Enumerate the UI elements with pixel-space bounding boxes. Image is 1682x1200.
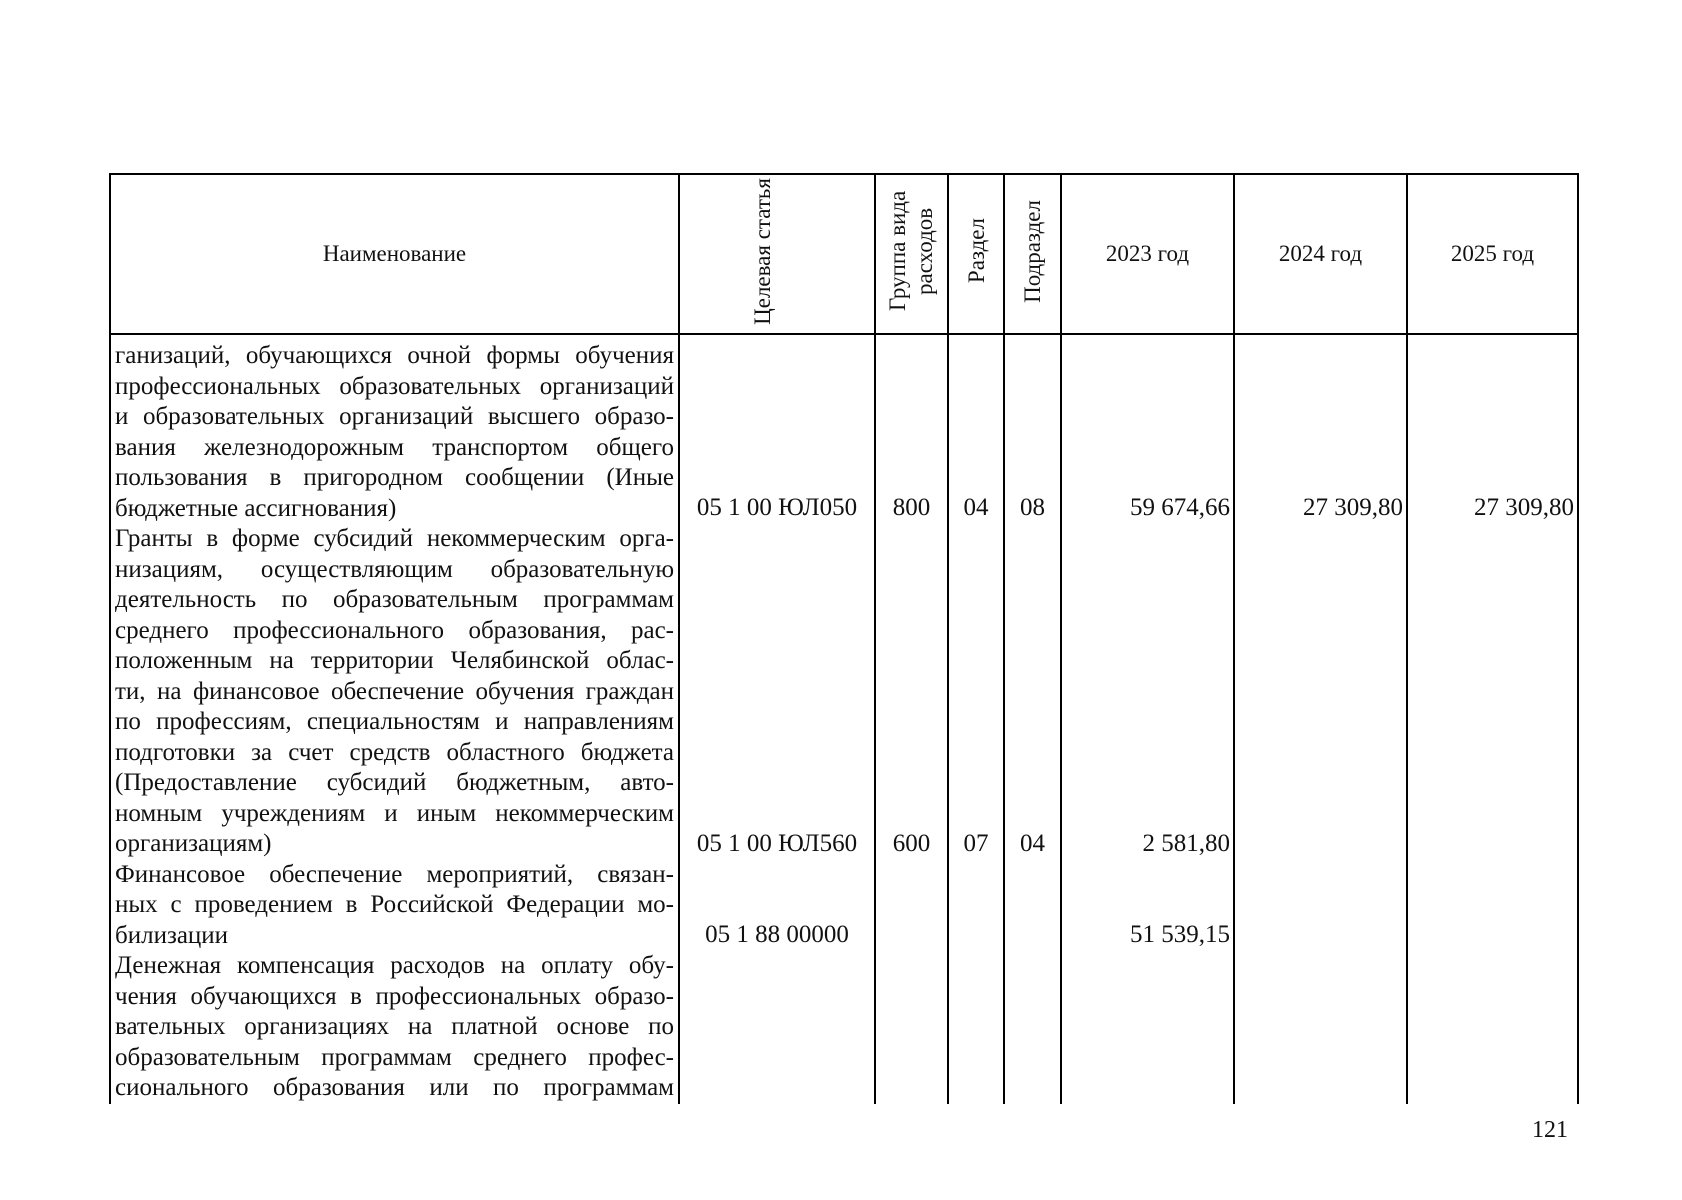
expense-group-column	[875, 334, 948, 1104]
row2-line: среднего профессионального образования, рас-	[115, 616, 674, 644]
row4-line: образовательным программам среднего профес-	[115, 1043, 674, 1071]
row1-line: ганизаций, обучающихся очной формы обучения	[115, 342, 674, 369]
name-column	[110, 334, 679, 1104]
section-column	[948, 334, 1004, 1104]
year-2024-column	[1234, 334, 1407, 1104]
row1-line: вания железнодорожным транспортом общего	[115, 433, 674, 461]
row1-line: и образовательных организаций высшего образо-	[115, 403, 674, 430]
row3-line: Финансовое обеспечение мероприятий, связан-	[115, 860, 674, 888]
page-number: 121	[1532, 1117, 1568, 1143]
year-2025-column	[1407, 334, 1578, 1104]
header-subsection: Подраздел	[1004, 174, 1061, 334]
row1-line: профессиональных образовательных организаций	[115, 372, 674, 400]
row2-line: (Предоставление субсидий бюджетным, авто-	[115, 769, 674, 796]
row1-expense-group: 800	[892, 494, 931, 521]
row2-line: организациям)	[115, 830, 272, 857]
subsection-column	[1004, 334, 1061, 1104]
row4-line: вательных организациях на платной основе по	[115, 1013, 674, 1040]
row3-target-article: 05 1 88 00000	[705, 921, 849, 948]
row2-line: номным учреждениям и иным некоммерческим	[115, 799, 674, 827]
row2-line: низациям, осуществляющим образовательную	[115, 555, 674, 583]
row1-target-article: 05 1 00 ЮЛ050	[696, 494, 858, 521]
row1-subsection: 08	[1020, 494, 1045, 521]
row1-y2023: 59 674,66	[1130, 494, 1230, 521]
header-section: Раздел	[948, 174, 1004, 334]
row1-y2024: 27 309,80	[1303, 494, 1403, 521]
row4-line: сионального образования или по программам	[115, 1074, 674, 1101]
header-2025: 2025 год	[1407, 174, 1578, 334]
row3-line: билизации	[115, 921, 229, 949]
row1-line: бюджетные ассигнования)	[115, 494, 397, 522]
row2-line: положенным на территории Челябинской облас-	[115, 647, 674, 674]
row1-section: 04	[963, 494, 989, 521]
header-expense-group: Группа вида расходов	[875, 174, 948, 334]
row2-line: подготовки за счет средств областного бюджета	[115, 738, 674, 766]
row2-section: 07	[963, 830, 989, 857]
budget-table	[109, 173, 1579, 1104]
row2-expense-group: 600	[892, 830, 931, 857]
row2-subsection: 04	[1020, 830, 1045, 857]
row2-line: ти, на финансовое обеспечение обучения граждан	[115, 677, 674, 705]
row2-target-article: 05 1 00 ЮЛ560	[696, 830, 858, 857]
row2-line: Гранты в форме субсидий некоммерческим орга-	[115, 525, 674, 552]
row1-line: пользования в пригородном сообщении (Иные	[115, 464, 674, 491]
row3-line: ных с проведением в Российской Федерации мо-	[115, 891, 674, 918]
row3-y2023: 51 539,15	[1130, 921, 1230, 948]
target-article-column	[679, 334, 875, 1104]
table-body-row	[110, 334, 1578, 1104]
row4-line: Денежная компенсация расходов на оплату обу-	[115, 952, 674, 979]
row2-y2023: 2 581,80	[1142, 830, 1230, 857]
name-block	[115, 335, 674, 1104]
row4-line: чения обучающихся в профессиональных образо-	[115, 982, 674, 1010]
row2-line: деятельность по образовательным программам	[115, 586, 674, 613]
header-2023: 2023 год	[1061, 174, 1234, 334]
header-2024: 2024 год	[1234, 174, 1407, 334]
row1-y2025: 27 309,80	[1474, 494, 1574, 521]
header-target-article: Целевая статья	[679, 174, 875, 334]
header-name: Наименование	[110, 174, 679, 334]
row2-line: по профессиям, специальностям и направлениям	[115, 708, 674, 735]
header-row	[110, 174, 1578, 334]
year-2023-column	[1061, 334, 1234, 1104]
